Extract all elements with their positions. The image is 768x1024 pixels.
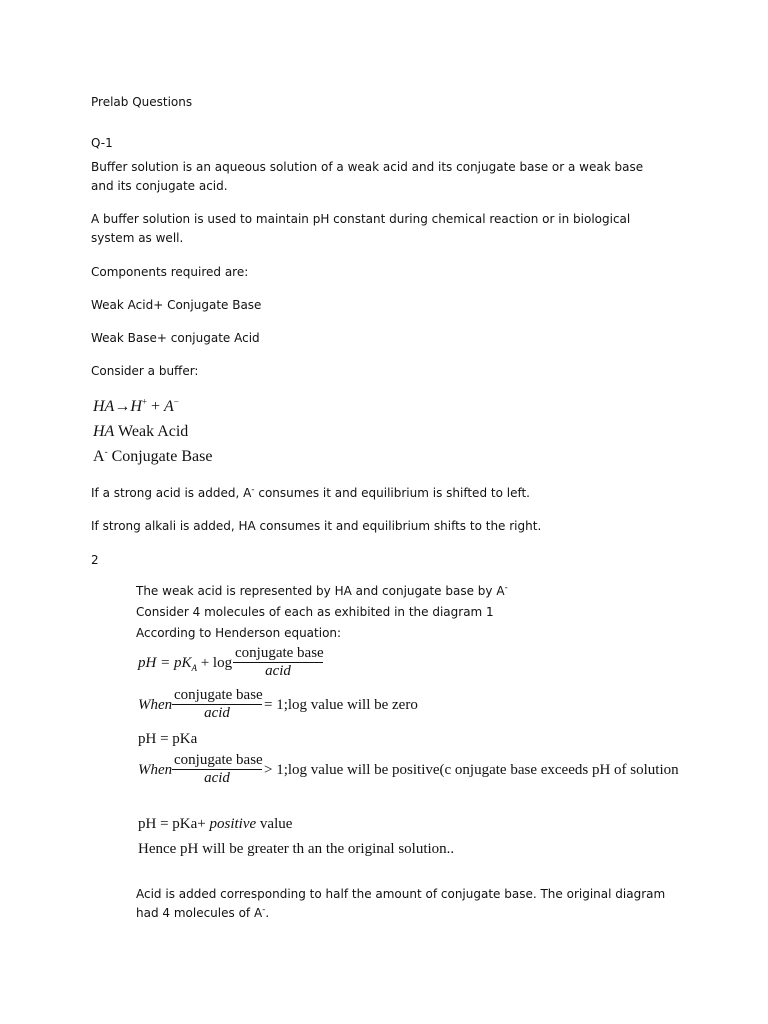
question-1-label: Q-1 xyxy=(91,136,113,150)
component-2: Weak Base+ conjugate Acid xyxy=(91,331,260,345)
question-2-label: 2 xyxy=(91,553,99,567)
q2-line-3: According to Henderson equation: xyxy=(136,626,342,640)
henderson-lhs xyxy=(138,655,232,672)
buffer-equation xyxy=(93,398,179,416)
fraction-2-denominator: acid xyxy=(204,705,230,721)
strong-acid-text-1: If a strong acid is added, A xyxy=(91,486,252,500)
a-charge: - xyxy=(104,446,108,457)
eq5-value: value xyxy=(256,816,293,832)
strong-acid-charge: - xyxy=(251,485,255,495)
final-text-1: Acid is added corresponding to half the amount of conjugate base. The original diagram had 4 molecules of A xyxy=(136,887,666,920)
fraction-3-numerator: conjugate base xyxy=(174,752,263,768)
ha-text: Weak Acid xyxy=(118,423,189,440)
eq-arrow: → xyxy=(114,398,131,415)
henderson-fraction xyxy=(233,645,323,680)
ha-label: HA xyxy=(93,423,115,440)
eq1-lhs: pH = pK xyxy=(138,655,192,671)
consider-buffer: Consider a buffer: xyxy=(91,364,199,378)
eq-a: A xyxy=(164,398,174,415)
eq2-rhs: = 1;log value will be zero xyxy=(264,697,418,713)
final-charge: - xyxy=(262,905,266,915)
component-1: Weak Acid+ Conjugate Base xyxy=(91,298,262,312)
strong-alkali-statement: If strong alkali is added, HA consumes it and equilibrium shifts to the right. xyxy=(91,519,542,533)
paragraph-buffer-purpose: A buffer solution is used to maintain pH constant during chemical reaction or in biological system as well. xyxy=(91,212,631,245)
q2-line-1-text: The weak acid is represented by HA and conjugate base by A xyxy=(136,584,505,598)
q2-line-1 xyxy=(136,582,508,601)
paragraph-buffer-definition: Buffer solution is an aqueous solution of a weak acid and its conjugate base or a weak base and its conjugate acid. xyxy=(91,160,644,193)
a-label: A xyxy=(93,448,105,465)
eq-a-charge: − xyxy=(173,396,179,407)
fraction-3 xyxy=(172,752,262,787)
fraction-3-denominator: acid xyxy=(204,770,230,786)
eq-ha: HA xyxy=(93,398,115,415)
fraction-2-numerator: conjugate base xyxy=(174,687,263,703)
when-label-2: When xyxy=(138,762,173,778)
strong-acid-text-2: consumes it and equilibrium is shifted to left. xyxy=(254,486,530,500)
page-title: Prelab Questions xyxy=(91,95,193,109)
q2-line-2: Consider 4 molecules of each as exhibited in the diagram 1 xyxy=(136,605,494,619)
ha-weak-acid-line xyxy=(93,423,188,441)
eq4-rhs: > 1;log value will be positive(c onjugate base exceeds pH of solution xyxy=(264,762,679,778)
a-conjugate-base-line xyxy=(93,448,212,466)
eq5-positive: positive xyxy=(209,816,257,832)
components-heading: Components required are: xyxy=(91,265,249,279)
final-paragraph xyxy=(136,885,666,923)
fraction-denominator: acid xyxy=(265,663,291,679)
eq5-a: pH = pKa+ xyxy=(138,816,210,832)
when-label-1: When xyxy=(138,697,173,713)
eq-h: H xyxy=(130,398,142,415)
eq1-sub: A xyxy=(191,663,197,673)
eq5 xyxy=(138,816,292,833)
q2-line-1-charge: - xyxy=(504,583,508,593)
eq-plus: + xyxy=(150,398,160,415)
final-text-2: . xyxy=(265,906,270,920)
a-text: Conjugate Base xyxy=(111,448,213,465)
fraction-numerator: conjugate base xyxy=(235,645,324,661)
eq3: pH = pKa xyxy=(138,731,198,747)
fraction-2 xyxy=(172,687,262,722)
strong-acid-statement xyxy=(91,484,530,503)
eq-h-charge: + xyxy=(141,396,147,407)
eq6-conclusion: Hence pH will be greater th an the original solution.. xyxy=(138,841,455,857)
eq1-log: + log xyxy=(196,655,233,671)
